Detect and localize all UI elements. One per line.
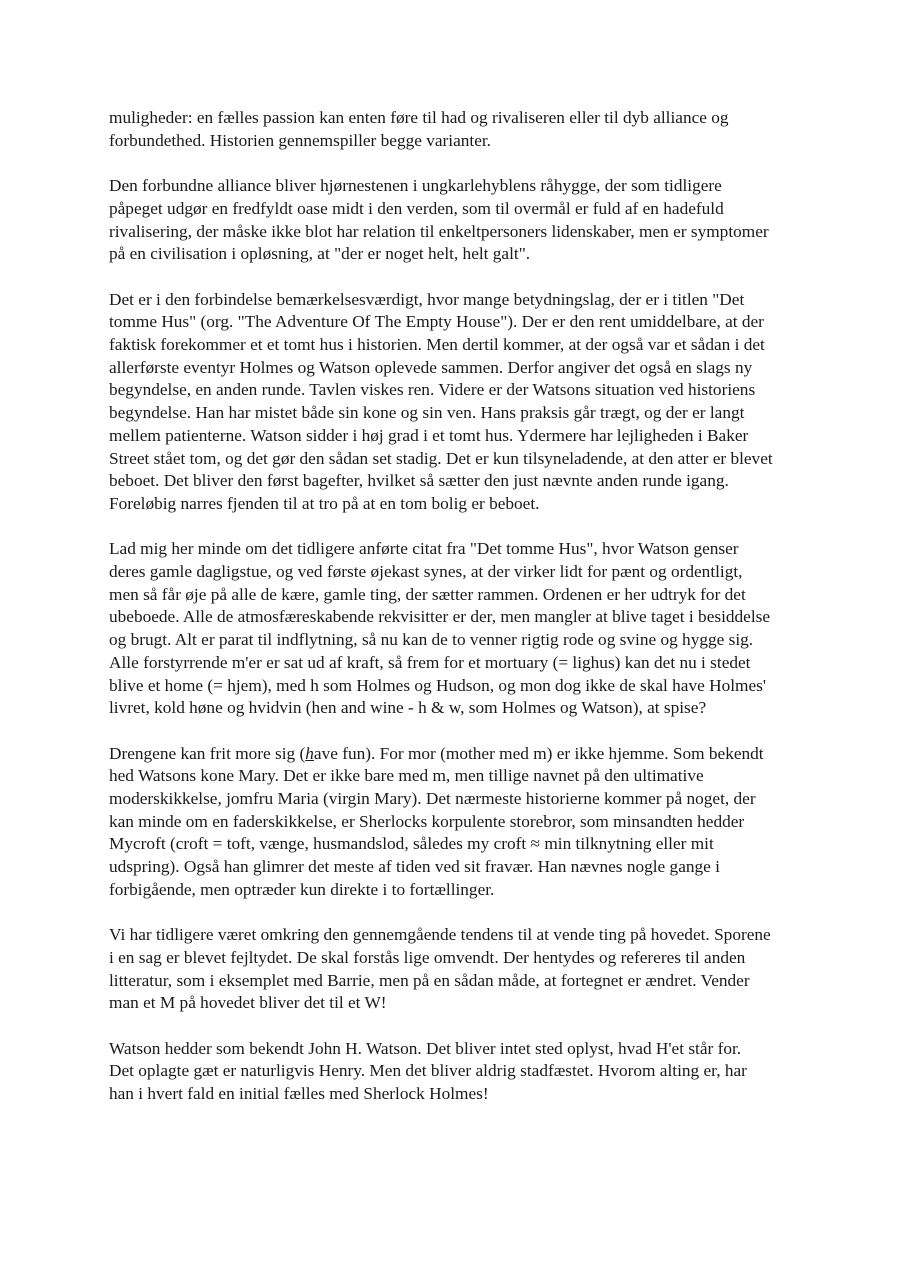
paragraph-3 xyxy=(109,289,809,516)
text-line: begyndelse, en anden runde. Tavlen viskes ren. Videre er der Watsons situation ved historiens xyxy=(109,380,756,400)
text-line: han i hvert fald en initial fælles med Sherlock Holmes! xyxy=(109,1084,489,1104)
text-line: men så får øje på alle de kære, gamle ting, der sætter rammen. Ordenen er her udtryk for det xyxy=(109,584,746,604)
text-line: Mycroft (croft = toft, vænge, husmandslod, således my croft ≈ min tilknytning eller mit xyxy=(109,834,714,854)
text-line: påpeget udgør en fredfyldt oase midt i den verden, som til overmål er fuld af en hadefuld xyxy=(109,198,724,218)
paragraph-4 xyxy=(109,538,809,720)
text-line: i en sag er blevet fejltydet. De skal forstås lige omvendt. Der hentydes og refereres til anden xyxy=(109,947,746,967)
text-line: Street stået tom, og det gør den sådan set stadig. Det er kun tilsyneladende, at den atter er blevet xyxy=(109,448,773,468)
paragraph-7 xyxy=(109,1038,809,1106)
text-line: Alle forstyrrende m'er er sat ud af kraft, så frem for et mortuary (= lighus) kan det nu i stedet xyxy=(109,652,751,672)
text-line: Det er i den forbindelse bemærkelsesværdigt, hvor mange betydningslag, der er i titlen "Det xyxy=(109,289,745,309)
text-line: forbigående, men optræder kun direkte i to fortællinger. xyxy=(109,879,495,899)
paragraph-6 xyxy=(109,924,809,1015)
text-line: Drengene kan frit more sig (have fun). For mor (mother med m) er ikke hjemme. Som bekendt xyxy=(109,743,764,763)
text-line: Den forbundne alliance bliver hjørnestenen i ungkarlehyblens råhygge, der som tidligere xyxy=(109,176,722,196)
text-line: rivalisering, der måske ikke blot har relation til enkeltpersoners lidenskaber, men er symptomer xyxy=(109,221,769,241)
text-line: Lad mig her minde om det tidligere anførte citat fra "Det tomme Hus", hvor Watson genser xyxy=(109,539,739,559)
text-line: muligheder: en fælles passion kan enten føre til had og rivaliseren eller til dyb alliance og xyxy=(109,108,729,127)
text-line: blive et home (= hjem), med h som Holmes og Hudson, og mon dog ikke de skal have Holmes' xyxy=(109,675,766,695)
text-line: moderskikkelse, jomfru Maria (virgin Mary). Det nærmeste historierne kommer på noget, der xyxy=(109,789,756,809)
text-line: livret, kold høne og hvidvin (hen and wine - h & w, som Holmes og Watson), at spise? xyxy=(109,698,707,718)
text-line: litteratur, som i eksemplet med Barrie, men på en sådan måde, at fortegnet er ændret. Vender xyxy=(109,970,750,990)
emphasized-letter: h xyxy=(305,743,314,763)
text-line: beboet. Det bliver den først bagefter, hvilket så sætter den just nævnte anden runde igang. xyxy=(109,471,729,491)
text-line: Vi har tidligere været omkring den gennemgående tendens til at vende ting på hovedet. Sporene xyxy=(109,925,771,945)
text-line: faktisk forekommer et et tomt hus i historien. Men dertil kommer, at der også var et sådan i det xyxy=(109,335,765,354)
text-line: Det oplagte gæt er naturligvis Henry. Men det bliver aldrig stadfæstet. Hvorom alting er, har xyxy=(109,1061,747,1081)
text-line: og brugt. Alt er parat til indflytning, så nu kan de to venner rigtig rode og svine og hygge sig. xyxy=(109,630,754,650)
text-line: hed Watsons kone Mary. Det er ikke bare med m, men tillige navnet på den ultimative xyxy=(109,766,704,786)
text-line: deres gamle dagligstue, og ved første øjekast synes, at der virker lidt for pænt og ordentligt, xyxy=(109,562,743,582)
paragraph-5 xyxy=(109,743,809,902)
text-line: på en civilisation i opløsning, at "der er noget helt, helt galt". xyxy=(109,244,531,264)
text-line: forbundethed. Historien gennemspiller begge varianter. xyxy=(109,130,491,150)
document-page xyxy=(109,107,809,1129)
paragraph-2 xyxy=(109,175,809,266)
text-line: begyndelse. Han har mistet både sin kone og sin ven. Hans praksis går trægt, og der er langt xyxy=(109,403,745,423)
text-line: mellem patienterne. Watson sidder i høj grad i et tomt hus. Ydermere har lejligheden i Baker xyxy=(109,425,749,445)
paragraph-1 xyxy=(109,107,809,152)
text-line: Foreløbig narres fjenden til at tro på at en tom bolig er beboet. xyxy=(109,493,540,513)
text-line: Watson hedder som bekendt John H. Watson. Det bliver intet sted oplyst, hvad H'et står for. xyxy=(109,1038,742,1058)
text-line: tomme Hus" (org. "The Adventure Of The Empty House"). Der er den rent umiddelbare, at der xyxy=(109,312,764,332)
text-line: kan minde om en faderskikkelse, er Sherlocks korpulente storebror, som minsandten hedder xyxy=(109,811,745,831)
text-line: man et M på hovedet bliver det til et W! xyxy=(109,993,387,1013)
text-line: ubeboede. Alle de atmosfæreskabende rekvisitter er der, men mangler at blive taget i besiddelse xyxy=(109,607,771,627)
text-line: allerførste eventyr Holmes og Watson oplevede sammen. Derfor angiver det også en slags ny xyxy=(109,357,753,377)
text-line: udspring). Også han glimrer det meste af tiden ved sit fravær. Han nævnes nogle gange i xyxy=(109,857,720,877)
